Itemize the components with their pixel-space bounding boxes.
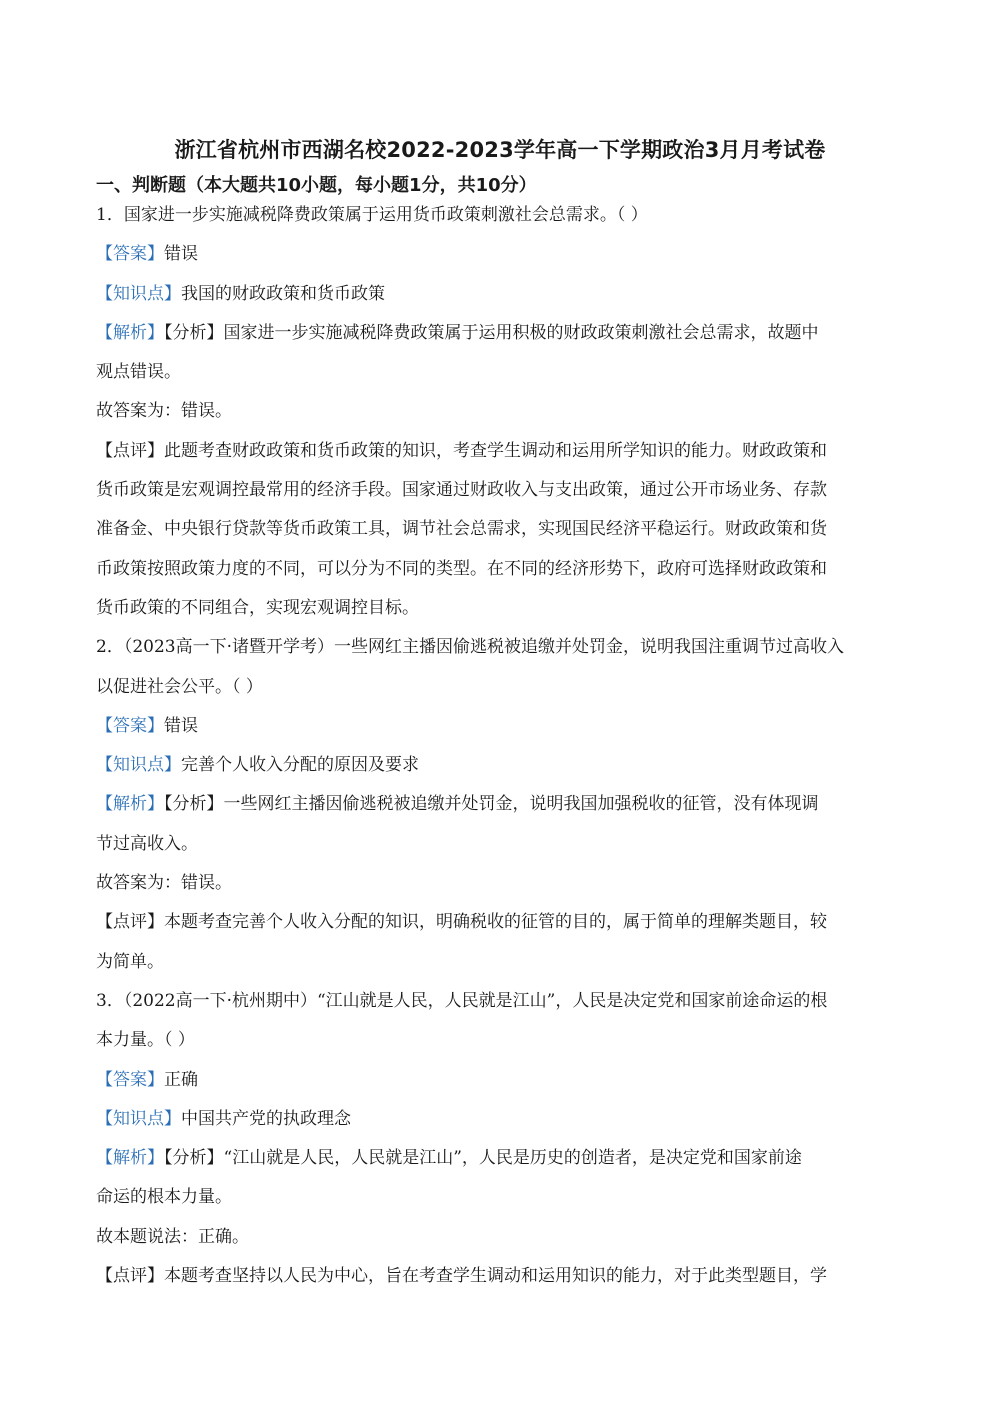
question-3-analysis: [96, 1146, 896, 1185]
question-2-analysis: [96, 792, 896, 831]
knowledge-value: 中国共产党的执政理念: [181, 1108, 351, 1129]
analysis-text: 【分析】一些网红主播因偷逃税被追缴并处罚金，说明我国加强税收的征管，没有体现调: [164, 794, 819, 815]
question-1-comment: 货币政策是宏观调控最常用的经济手段。国家通过财政收入与支出政策，通过公开市场业务、存款: [96, 480, 827, 501]
question-1-comment: 【点评】此题考查财政政策和货币政策的知识，考查学生调动和运用所学知识的能力。财政政策和: [96, 440, 827, 461]
analysis-label: 【解析】: [96, 322, 164, 343]
question-1-answer: [96, 242, 896, 281]
question-3-comment: 【点评】本题考查坚持以人民为中心，旨在考查学生调动和运用知识的能力，对于此类型题目，学: [96, 1266, 827, 1287]
question-2-answer: [96, 714, 896, 753]
answer-value: 正确: [164, 1069, 198, 1090]
page-title: 浙江省杭州市西湖名校2022-2023学年高一下学期政治3月月考试卷: [174, 138, 826, 162]
question-1-conclusion: 故答案为：错误。: [96, 401, 232, 422]
knowledge-label: 【知识点】: [96, 283, 181, 304]
question-3-analysis-cont: 命运的根本力量。: [96, 1187, 232, 1208]
question-2-analysis-cont: 节过高收入。: [96, 833, 198, 854]
answer-value: 错误: [164, 715, 198, 736]
question-3-answer: [96, 1068, 896, 1107]
question-1-analysis-cont: 观点错误。: [96, 362, 181, 383]
question-2-stem: 2．（2023高一下·诸暨开学考）一些网红主播因偷逃税被追缴并处罚金，说明我国注重调节过高收入: [96, 637, 844, 658]
question-1-stem: 1．国家进一步实施减税降费政策属于运用货币政策刺激社会总需求。（ ）: [96, 205, 648, 225]
analysis-text: 【分析】“江山就是人民，人民就是江山”，人民是历史的创造者，是决定党和国家前途: [164, 1148, 802, 1169]
question-2-comment: 【点评】本题考查完善个人收入分配的知识，明确税收的征管的目的，属于简单的理解类题目，较: [96, 912, 827, 933]
question-3-stem-cont: 本力量。（ ）: [96, 1030, 195, 1051]
answer-label: 【答案】: [96, 1069, 164, 1090]
analysis-label: 【解析】: [96, 1148, 164, 1169]
question-1-analysis: [96, 321, 896, 360]
question-2-stem-cont: 以促进社会公平。（ ）: [96, 676, 263, 697]
question-2-comment: 为简单。: [96, 951, 164, 972]
question-3-conclusion: 故本题说法：正确。: [96, 1226, 249, 1247]
knowledge-label: 【知识点】: [96, 755, 181, 776]
question-list: [96, 203, 896, 1303]
question-1-knowledge: [96, 282, 896, 321]
knowledge-label: 【知识点】: [96, 1108, 181, 1129]
question-1-comment: 货币政策的不同组合，实现宏观调控目标。: [96, 597, 419, 618]
analysis-text: 【分析】国家进一步实施减税降费政策属于运用积极的财政政策刺激社会总需求，故题中: [164, 322, 819, 343]
answer-value: 错误: [164, 244, 198, 265]
question-2-conclusion: 故答案为：错误。: [96, 873, 232, 894]
question-3-stem: 3．（2022高一下·杭州期中）“江山就是人民，人民就是江山”，人民是决定党和国家前途命运的根: [96, 990, 828, 1011]
analysis-label: 【解析】: [96, 794, 164, 815]
question-3-knowledge: [96, 1107, 896, 1146]
question-1-comment: 币政策按照政策力度的不同，可以分为不同的类型。在不同的经济形势下，政府可选择财政政策和: [96, 558, 827, 579]
answer-label: 【答案】: [96, 715, 164, 736]
section-heading: 一、判断题（本大题共10小题，每小题1分，共10分）: [96, 175, 537, 196]
question-1-comment: 准备金、中央银行贷款等货币政策工具，调节社会总需求，实现国民经济平稳运行。财政政策和货: [96, 519, 827, 540]
answer-label: 【答案】: [96, 244, 164, 265]
knowledge-value: 完善个人收入分配的原因及要求: [181, 755, 419, 776]
knowledge-value: 我国的财政政策和货币政策: [181, 283, 385, 304]
question-2-knowledge: [96, 753, 896, 792]
